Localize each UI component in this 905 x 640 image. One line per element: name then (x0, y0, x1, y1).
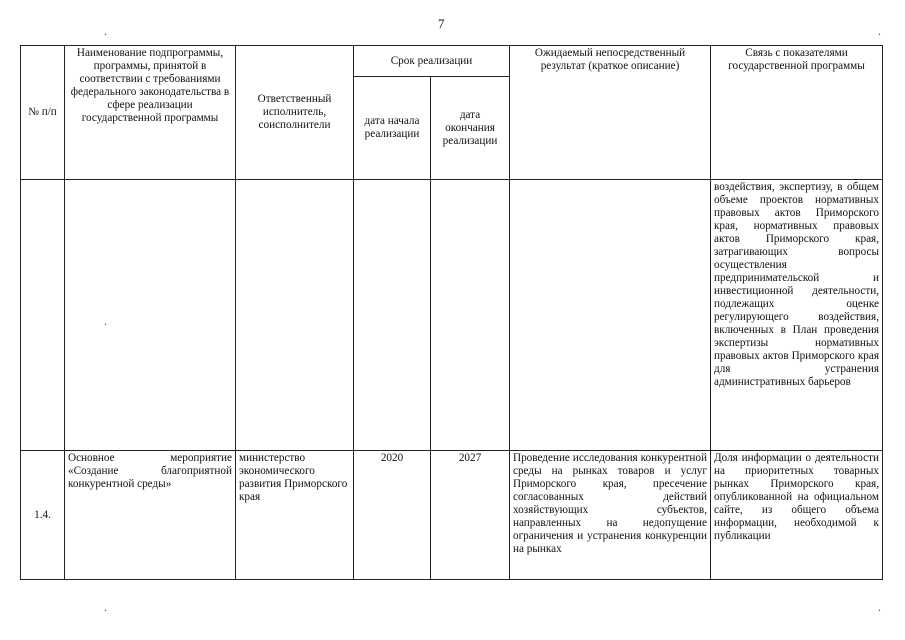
scan-speck: . (104, 24, 107, 38)
header-end: дата окончания реализации (431, 77, 510, 180)
cell-num: 1.4. (21, 451, 65, 580)
cell-responsible (236, 180, 354, 451)
cell-end (431, 180, 510, 451)
scan-speck: . (878, 600, 881, 614)
cell-link: воздействия, экспертизу, в общем объеме проектов нормативных правовых актов Приморского края, нормативных правовых актов Приморского края, затрагивающих вопросы осуществления предпринимательской и инвестиционной деятельности, подлежащих оценке регулирующего воздействия, включенных в План проведения экспертизы нормативных правовых актов Приморского края для устранения административных барьеров (711, 180, 883, 451)
page-number: 7 (438, 16, 445, 31)
table-row (21, 451, 883, 580)
cell-name (65, 180, 236, 451)
header-start: дата начала реализации (354, 77, 431, 180)
program-table (20, 45, 883, 580)
header-responsible: Ответственный исполнитель, соисполнители (236, 46, 354, 180)
cell-start: 2020 (354, 451, 431, 580)
cell-link: Доля информации о деятельности на приоритетных товарных рынках Приморского края, опубликованной на официальном сайте, из общего объема информации, необходимой к публикации (711, 451, 883, 580)
scan-speck: . (104, 314, 107, 328)
table-row (21, 180, 883, 451)
header-name: Наименование подпрограммы, программы, принятой в соответствии с требованиями федерального законодательства в сфере реализации государственной программы (65, 46, 236, 180)
cell-name: Основное мероприятие «Создание благоприятной конкурентной среды» (65, 451, 236, 580)
header-result: Ожидаемый непосредственный результат (краткое описание) (510, 46, 711, 180)
header-term: Срок реализации (354, 46, 510, 77)
cell-result: Проведение исследования конкурентной среды на рынках товаров и услуг Приморского края, пресечение согласованных действий хозяйствующих субъектов, направленных на недопущение ограничения и устранения конкуренции на рынках (510, 451, 711, 580)
cell-start (354, 180, 431, 451)
scan-speck: . (878, 24, 881, 38)
scan-speck: . (104, 600, 107, 614)
cell-end: 2027 (431, 451, 510, 580)
header-num: № п/п (21, 46, 65, 180)
cell-responsible: министерство экономического развития Приморского края (236, 451, 354, 580)
header-link: Связь с показателями государственной программы (711, 46, 883, 180)
cell-num (21, 180, 65, 451)
cell-result (510, 180, 711, 451)
